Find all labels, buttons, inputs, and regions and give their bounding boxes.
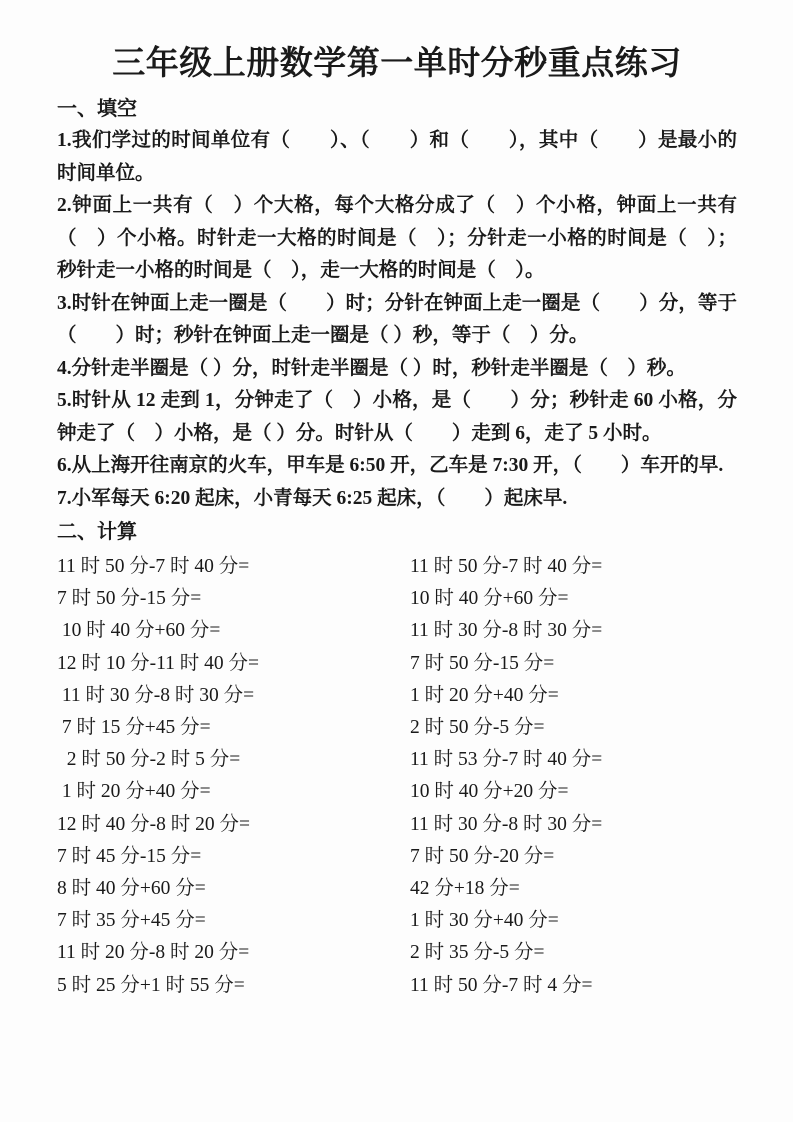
calc-problem: 12 时 40 分-8 时 20 分= [57, 813, 250, 835]
question-3: 3.时针在钟面上走一圈是（ ）时；分针在钟面上走一圈是（ ）分，等于（ ）时；秒针在钟面上走一圈是（ ）秒，等于（ ）分。 [57, 292, 737, 346]
calc-problem: 42 分+18 分= [410, 878, 520, 900]
calc-problem: 5 时 25 分+1 时 55 分= [57, 974, 245, 996]
calc-problem: 11 时 50 分-7 时 4 分= [410, 974, 593, 996]
question-list [57, 125, 737, 515]
calc-problem: 7 时 50 分-20 分= [410, 845, 555, 867]
calc-problem: 12 时 10 分-11 时 40 分= [57, 652, 260, 674]
question-6: 6.从上海开往南京的火车，甲车是 6:50 开，乙车是 7:30 开，（ ）车开的早. [57, 455, 724, 476]
question-4: 4.分针走半圈是（ ）分，时针走半圈是（ ）时，秒针走半圈是（ ）秒。 [57, 357, 686, 379]
calc-problem: 11 时 30 分-8 时 30 分= [57, 684, 255, 706]
calc-problem: 7 时 45 分-15 分= [57, 845, 202, 867]
fill-in-blank-section [57, 94, 737, 515]
section1-heading: 一、填空 [57, 98, 137, 120]
question-5: 5.时针从 12 走到 1，分钟走了（ ）小格，是（ ）分；秒针走 60 小格，分钟走了（ ）小格，是（ ）分。时针从（ ）走到 6，走了 5 小时。 [57, 390, 737, 444]
calc-column-left [57, 551, 410, 1002]
calc-problem: 1 时 30 分+40 分= [410, 910, 559, 932]
calc-problem: 10 时 40 分+60 分= [57, 620, 221, 642]
question-1: 1.我们学过的时间单位有（ ）、（ ）和（ ），其中（ ）是最小的时间单位。 [57, 130, 737, 184]
calc-problem: 2 时 35 分-5 分= [410, 942, 545, 964]
calc-grid [57, 551, 737, 1002]
calc-problem: 1 时 20 分+40 分= [410, 684, 559, 706]
calc-problem: 7 时 35 分+45 分= [57, 910, 206, 932]
question-2: 2.钟面上一共有（ ）个大格，每个大格分成了（ ）个小格，钟面上一共有（ ）个小格。时针走一大格的时间是（ ）；分针走一小格的时间是（ ）；秒针走一小格的时间是（ ），走一大格的时间是（ ）。 [57, 195, 737, 281]
calc-problem: 11 时 20 分-8 时 20 分= [57, 942, 250, 964]
calc-problem: 2 时 50 分-2 时 5 分= [57, 749, 241, 771]
calc-problem: 11 时 30 分-8 时 30 分= [410, 813, 603, 835]
calc-problem: 7 时 50 分-15 分= [410, 652, 555, 674]
calc-problem: 8 时 40 分+60 分= [57, 878, 206, 900]
calculation-section [57, 517, 737, 1002]
calc-problem: 7 时 15 分+45 分= [57, 717, 211, 739]
calc-problem: 11 时 30 分-8 时 30 分= [410, 620, 603, 642]
calc-problem: 2 时 50 分-5 分= [410, 717, 545, 739]
calc-problem: 10 时 40 分+20 分= [410, 781, 569, 803]
calc-problem: 11 时 50 分-7 时 40 分= [57, 556, 250, 577]
page-title: 三年级上册数学第一单时分秒重点练习 [112, 44, 682, 81]
question-7: 7.小军每天 6:20 起床，小青每天 6:25 起床，（ ）起床早. [57, 487, 568, 509]
calc-problem: 7 时 50 分-15 分= [57, 588, 202, 610]
calc-problem: 11 时 50 分-7 时 40 分= [410, 556, 603, 577]
calc-column-right [410, 551, 737, 1002]
calc-problem: 11 时 53 分-7 时 40 分= [410, 749, 603, 771]
section2-heading: 二、计算 [57, 521, 137, 543]
calc-problem: 1 时 20 分+40 分= [57, 781, 211, 803]
calc-problem: 10 时 40 分+60 分= [410, 588, 569, 610]
